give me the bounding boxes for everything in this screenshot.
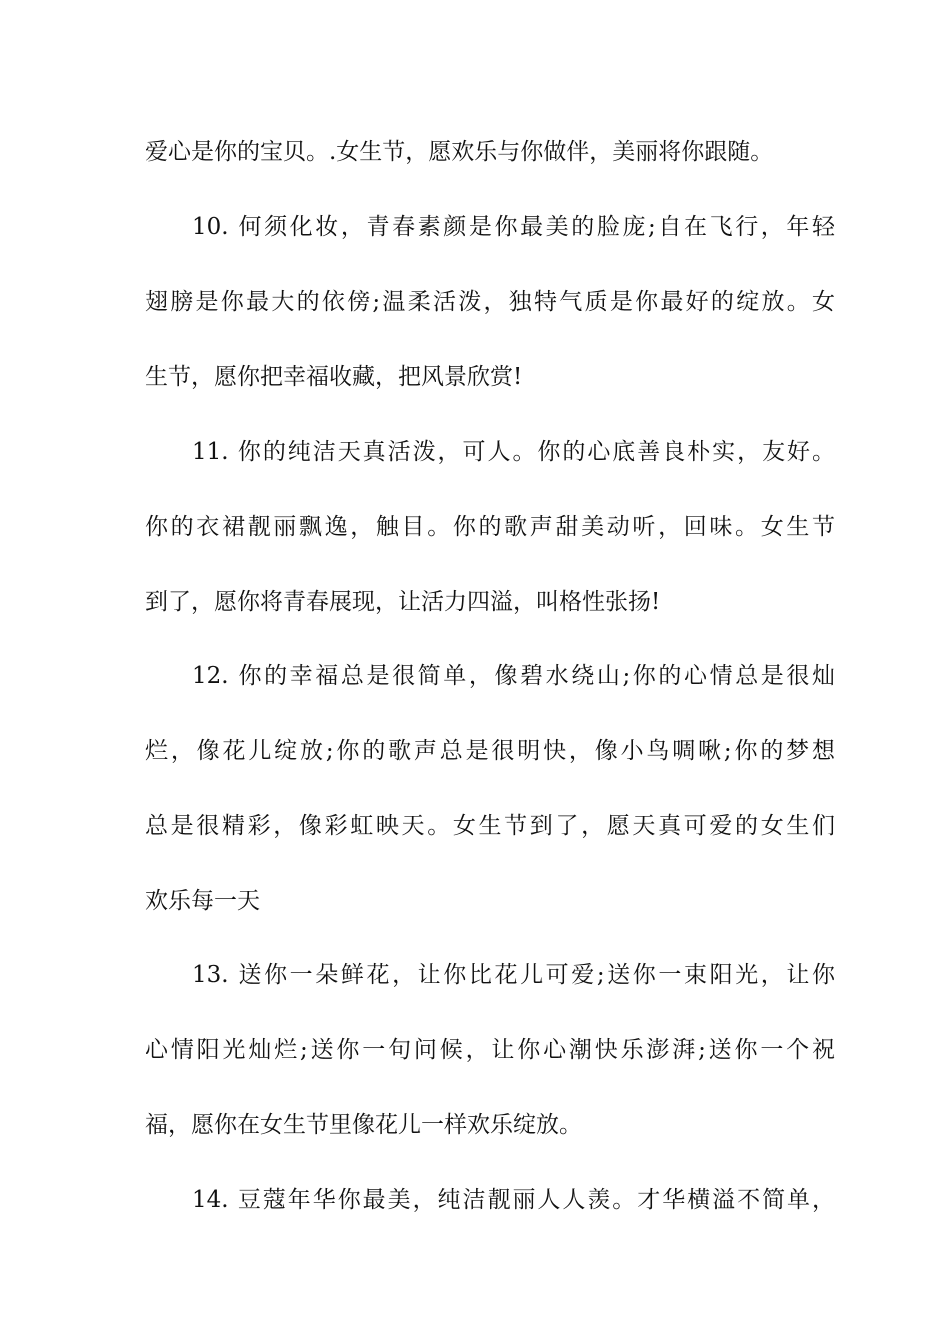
text-line: 13. 送你一朵鲜花，让你比花儿可爱;送你一束阳光，让你 — [192, 962, 835, 988]
text-line: 总是很精彩，像彩虹映天。女生节到了，愿天真可爱的女生们 — [145, 813, 835, 839]
text-line: 心情阳光灿烂;送你一句问候，让你心潮快乐澎湃;送你一个祝 — [145, 1037, 835, 1063]
text-line: 翅膀是你最大的依傍;温柔活泼，独特气质是你最好的绽放。女 — [145, 289, 835, 315]
text-line: 爱心是你的宝贝。.女生节，愿欢乐与你做伴，美丽将你跟随。 — [145, 139, 774, 165]
text-line: 14. 豆蔻年华你最美，纯洁靓丽人人羡。才华横溢不简单， — [192, 1187, 835, 1213]
text-line: 烂，像花儿绽放;你的歌声总是很明快，像小鸟啁啾;你的梦想 — [145, 738, 835, 764]
text-line: 到了，愿你将青春展现，让活力四溢，叫格性张扬! — [145, 589, 661, 615]
text-line: 你的衣裙靓丽飘逸，触目。你的歌声甜美动听，回味。女生节 — [145, 514, 835, 540]
text-line: 生节，愿你把幸福收藏，把风景欣赏! — [145, 364, 523, 390]
text-line: 11. 你的纯洁天真活泼，可人。你的心底善良朴实，友好。 — [192, 439, 835, 465]
text-line: 福，愿你在女生节里像花儿一样欢乐绽放。 — [145, 1112, 582, 1138]
text-line: 10. 何须化妆，青春素颜是你最美的脸庞;自在飞行，年轻 — [192, 214, 835, 240]
text-line: 12. 你的幸福总是很简单，像碧水绕山;你的心情总是很灿 — [192, 663, 835, 689]
text-line: 欢乐每一天 — [145, 888, 260, 914]
